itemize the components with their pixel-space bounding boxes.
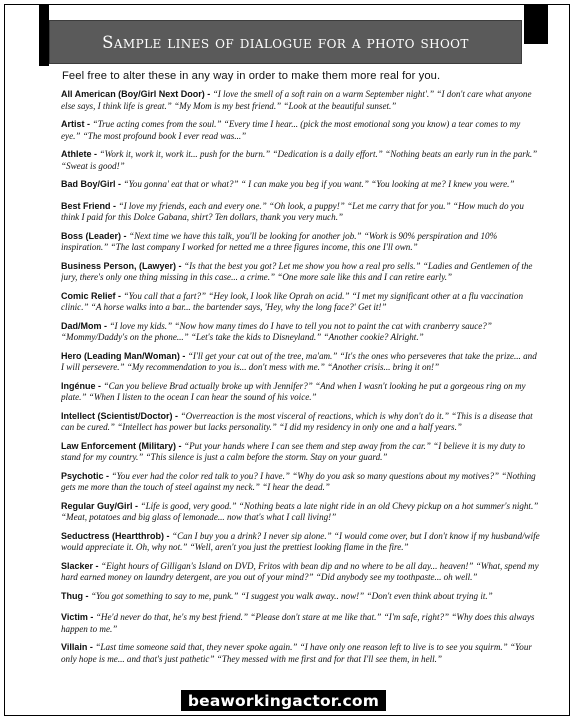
separator: - [110,200,119,211]
sample-lines: “I love my kids.” “Now how many times do I have to tell you not to paint the cat with cranberry sauce?” “Mommy/Daddy's on the phone...” “Let's take the kids to Disneyland.” “Another cookie? Alright.” [61,320,492,343]
dialogue-list [61,89,541,672]
character-type: Best Friend [61,200,111,211]
footer-banner [181,690,386,711]
sample-lines: “Work it, work it, work it... push for the burn.” “Dedication is a daily effort.” “Nothing beats an early run in the park.” “Sweat is good!” [61,149,538,171]
decorative-right-bar [524,4,548,44]
separator: - [172,410,181,421]
sample-lines: “He'd never do that, he's my best friend.” “Please don't stare at me like that.” “I'm safe, right?” “Why does this always happen to me.” [61,612,535,634]
sample-lines: “Put your hands where I can see them and step away from the car.” “I believe it is my duty to stand for my country.” “This silence is just a calm before the storm. Stay on your guard.” [61,440,526,463]
sample-lines: “You call that a fart?” “Hey look, I look like Oprah on acid.” “I met my significant other at a flu vaccination clinic.” “A horse walks into a bar... the bartender says, 'Hey, why the long face?' Get it!” [61,290,524,313]
sample-lines: “Eight hours of Gilligan's Island on DVD, Fritos with bean dip and no where to be all day... heaven!” “What, spend my hard earned money on laundry detergent, are you out of your mind?” “Did anybody see my toothpaste... oh well.” [61,560,539,583]
separator: - [164,530,173,541]
character-type: Comic Relief [61,290,116,301]
separator: - [176,440,185,451]
sample-lines: “I love my friends, each and every one.” “Oh look, a puppy!” “Let me carry that for you.” “How much do you think I paid for this Dolce Gabana, shirt? Ten dollars, thank you very much.” [61,200,524,223]
separator: - [103,470,112,481]
sample-lines: “You ever had the color red talk to you? I have.” “Why do you ask so many questions about my motives?” “Nothing gets me more than the touch of steel against my neck.” “I hear the dead.” [61,470,536,493]
dialogue-entry [61,612,541,642]
dialogue-entry [61,561,541,591]
sample-lines: “Last time someone said that, they never spoke again.” “I have only one reason left to live is to see you squirm.” “Your only hope is me... and that's just pathetic” “They messed with me first and for that I'll see them, in hell.” [61,642,532,664]
dialogue-entry [61,89,541,119]
character-type: Athlete [61,149,92,159]
dialogue-entry [61,231,541,261]
dialogue-entry [61,591,541,613]
character-type: Seductress (Heartthrob) [61,530,165,541]
dialogue-entry [61,291,541,321]
character-type: All American (Boy/Girl Next Door) [61,89,205,99]
dialogue-entry [61,441,541,471]
character-type: Dad/Mom [61,320,102,331]
character-type: Villain [61,642,88,652]
site-url: beaworkingactor.com [187,691,380,710]
separator: - [93,560,102,571]
sample-lines: “I love the smell of a soft rain on a warm September night'.” “I don't care what anyone else says, I think life is great.” “My Mom is my best friend.” “Look at the beautiful sunset.” [61,89,532,111]
dialogue-entry [61,411,541,441]
separator: - [95,380,104,391]
sample-lines: “I'll get your cat out of the tree, ma'am.” “It's the ones who perseveres that take the prize... and I will persevere.” “My recommendation to you is... don't mess with me.” “Another crisis... bring it on!” [61,350,537,373]
separator: - [91,149,100,159]
dialogue-entry [61,119,541,149]
page-title: Sample lines of dialogue for a photo shoot [102,32,469,52]
separator: - [83,590,91,601]
separator: - [101,320,110,331]
character-type: Boss (Leader) [61,230,122,241]
separator: - [115,290,124,301]
character-type: Regular Guy/Girl [61,500,133,511]
dialogue-entry [61,381,541,411]
sample-lines: “Can I buy you a drink? I never sip alone.” “I would come over, but I don't know if my husband/wife would appreciate it. Oh, why not.” “Well, aren't you just the prettiest looking flame in the fire.” [61,530,540,553]
dialogue-entry [61,471,541,501]
sample-lines: “Can you believe Brad actually broke up with Jennifer?” “And when I wasn't looking he put a gorgeous ring on my plate.” “When I listen to the ocean I can hear the sound of his voice.” [61,380,526,403]
character-type: Artist [61,119,85,129]
separator: - [132,500,141,511]
intro-text: Feel free to alter these in any way in order to make them more real for you. [62,70,441,82]
decorative-left-bar [39,4,49,66]
separator: - [87,642,96,652]
separator: - [176,260,185,271]
dialogue-entry [61,321,541,351]
separator: - [179,350,188,361]
sample-lines: “Is that the best you got? Let me show you how a real pro sells.” “Ladies and Gentlemen of the jury, there's only one thing missing in this case... a crime.” “One more sale like this and I can retire early.” [61,260,533,283]
character-type: Law Enforcement (Military) [61,440,177,451]
separator: - [84,119,93,129]
character-type: Hero (Leading Man/Woman) [61,350,180,361]
dialogue-entry [61,351,541,381]
sample-lines: “Life is good, very good.” “Nothing beats a late night ride in an old Chevy pickup on a hot summer's night.” “Meat, potatoes and big glass of lemonade... now that's what I call living!” [61,500,539,523]
sample-lines: “Overreaction is the most visceral of reactions, which is why don't do it.” “This is a disease that can be cured.” “Intellect has power but lacks personality.” “I did my residency in only one and a half years.” [61,410,533,433]
character-type: Thug [61,590,83,601]
character-type: Business Person, (Lawyer) [61,260,177,271]
character-type: Ingénue [61,380,96,391]
separator: - [204,89,213,99]
character-type: Intellect (Scientist/Doctor) [61,410,173,421]
dialogue-entry [61,149,541,179]
dialogue-entry [61,201,541,231]
sample-lines: “True acting comes from the soul.” “Every time I hear... (pick the most emotional song you know) a tear comes to my eye.” “The most profound book I ever read was...” [61,119,521,141]
separator: - [115,179,124,189]
character-type: Slacker [61,560,94,571]
sample-lines: “You got something to say to me, punk.” “I suggest you walk away.. now!” “Don't even think about trying it.” [91,590,493,601]
character-type: Victim [61,612,88,622]
sample-lines: “You gonna' eat that or what?” “ I can make you beg if you want.” “You looking at me? I knew you were.” [123,179,515,189]
separator: - [121,230,130,241]
character-type: Bad Boy/Girl [61,179,116,189]
title-banner [49,20,522,64]
dialogue-entry [61,642,541,672]
dialogue-entry [61,261,541,291]
dialogue-entry [61,179,541,201]
dialogue-entry [61,531,541,561]
character-type: Psychotic [61,470,104,481]
sample-lines: “Next time we have this talk, you'll be looking for another job.” “Work is 90% perspiration and 10% inspiration.” “The last company I worked for netted me a three figures income, this one I'll own.” [61,230,498,253]
dialogue-entry [61,501,541,531]
separator: - [87,612,96,622]
